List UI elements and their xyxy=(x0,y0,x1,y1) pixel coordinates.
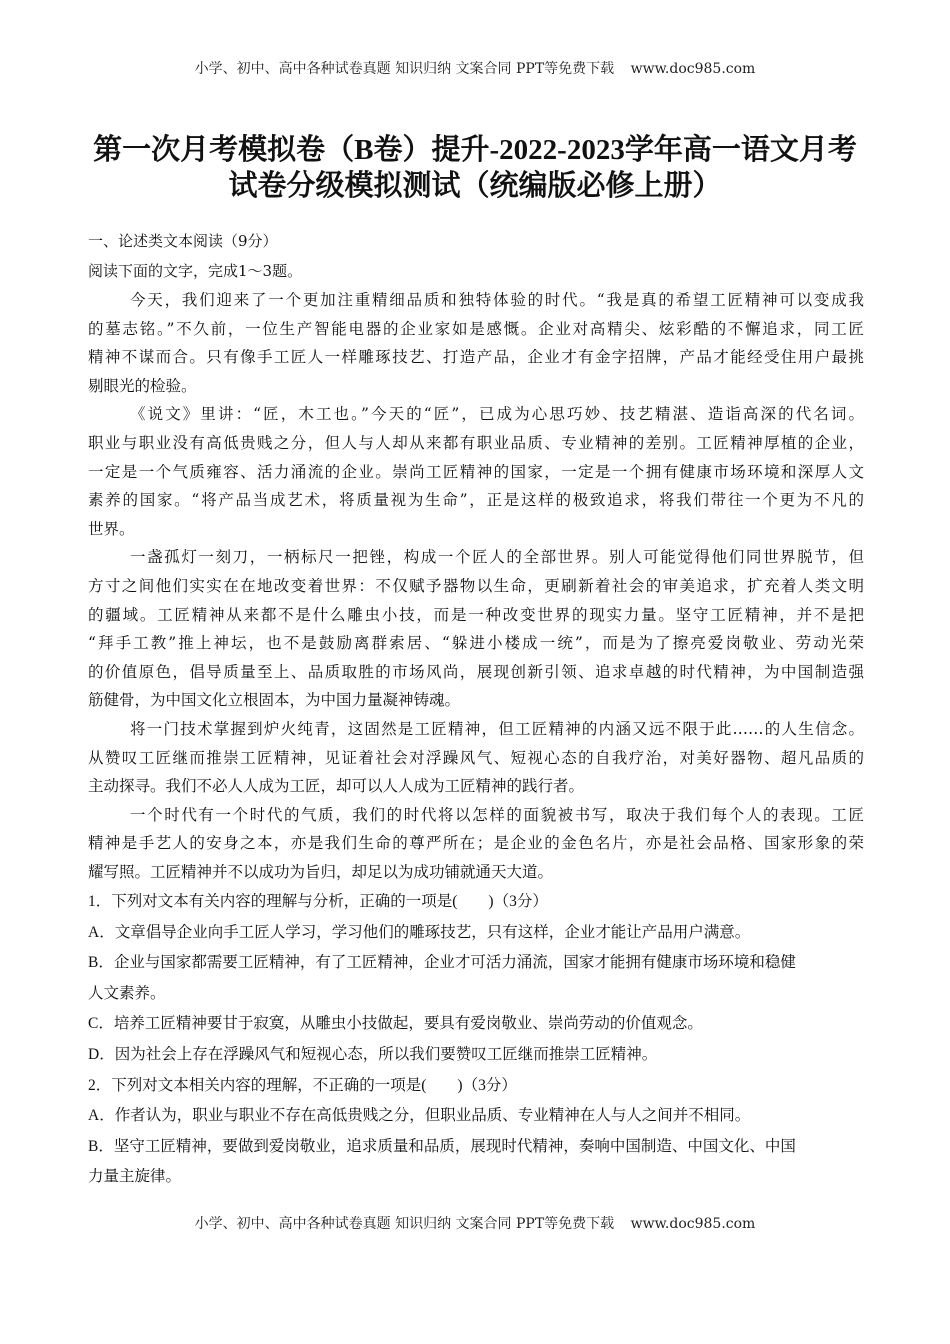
paragraph-line: “拜手工教”推上神坛，也不是鼓励离群索居、“躲进小楼成一统”，而是为了擦亮爱岗敬业、劳动光荣 xyxy=(88,634,864,653)
footer-text: 小学、初中、高中各种试卷真题 知识归纳 文案合同 PPT等免费下载 xyxy=(194,1216,615,1232)
paragraph-line: 的疆域。工匠精神从来都不是什么雕虫小技，而是一种改变世界的现实力量。坚守工匠精神，并不是把 xyxy=(88,605,864,624)
page-header xyxy=(0,58,950,78)
paragraph-line: 将一门技术掌握到炉火纯青，这固然是工匠精神，但工匠精神的内涵又远不限于此……的人生信念。 xyxy=(130,719,864,738)
answer-option: C．培养工匠精神要甘于寂寞，从雕虫小技做起，要具有爱岗敬业、崇尚劳动的价值观念。 xyxy=(88,1015,703,1033)
paragraph-line: 的价值原色，倡导质量至上、品质取胜的市场风尚，展现创新引领、追求卓越的时代精神，为中国制造强 xyxy=(88,662,864,681)
header-site-link[interactable]: www.doc985.com xyxy=(630,61,756,77)
section-heading: 一、论述类文本阅读（9分） xyxy=(88,232,278,250)
paragraph xyxy=(88,801,864,887)
paragraph-line: 剔眼光的检验。 xyxy=(88,376,197,395)
paragraph-line: 精神不谋而合。只有像手工匠人一样雕琢技艺、打造产品，企业才有金字招牌，产品才能经受住用户最挑 xyxy=(88,348,864,367)
question-stem: 1．下列对文本有关内容的理解与分析，正确的一项是( )（3分） xyxy=(88,893,548,910)
paragraph-line: 今天，我们迎来了一个更加注重精细品质和独特体验的时代。“我是真的希望工匠精神可以变成我 xyxy=(130,291,864,309)
title-line: 第一次月考模拟卷（B卷）提升-2022-2023学年高一语文月考 xyxy=(93,134,857,166)
paragraph-line: 一个时代有一个时代的气质，我们的时代将以怎样的面貌被书写，取决于我们每个人的表现。工匠 xyxy=(130,805,864,824)
paragraph-line: 主动探寻。我们不必人人成为工匠，却可以人人成为工匠精神的践行者。 xyxy=(88,777,585,796)
paragraph-line: 一盏孤灯一刻刀，一柄标尺一把锉，构成一个匠人的全部世界。别人可能觉得他们同世界脱节，但 xyxy=(130,548,864,567)
paragraph-line: 筋健骨，为中国文化立根固本，为中国力量凝神铸魂。 xyxy=(88,691,461,710)
answer-option: A．文章倡导企业向手工匠人学习，学习他们的雕琢技艺，只有这样，企业才能让产品用户满意。 xyxy=(88,923,751,941)
paragraph-line: 方寸之间他们实实在在地改变着世界：不仅赋予器物以生命，更刷新着社会的审美追求，扩充着人类文明 xyxy=(88,576,864,595)
paragraph xyxy=(88,286,864,400)
title-line: 试卷分级模拟测试（统编版必修上册） xyxy=(228,170,722,202)
answer-option: 力量主旋律。 xyxy=(88,1168,182,1186)
footer-site-link[interactable]: www.doc985.com xyxy=(630,1216,756,1232)
paragraph-line: 世界。 xyxy=(88,519,135,538)
header-text: 小学、初中、高中各种试卷真题 知识归纳 文案合同 PPT等免费下载 xyxy=(194,61,615,77)
page-footer xyxy=(0,1213,950,1233)
paragraph-line: 从赞叹工匠继而推崇工匠精神，见证着社会对浮躁风气、短视心态的自我疗治，对美好器物、超凡品质的 xyxy=(88,748,864,767)
instruction: 阅读下面的文字，完成1～3题。 xyxy=(88,262,303,280)
questions xyxy=(88,887,864,1193)
paragraph-line: 《说文》里讲：“匠，木工也。”今天的“匠”，已成为心思巧妙、技艺精湛、造诣高深的代名词。 xyxy=(130,405,864,424)
page-title xyxy=(60,132,890,204)
paragraph xyxy=(88,715,864,801)
answer-option: B．坚守工匠精神，要做到爱岗敬业，追求质量和品质，展现时代精神，奏响中国制造、中国文化、中国 xyxy=(88,1137,796,1155)
paragraph-line: 的墓志铭。”不久前，一位生产智能电器的企业家如是感慨。企业对高精尖、炫彩酷的不懈追求，同工匠 xyxy=(88,319,864,338)
answer-option: B．企业与国家都需要工匠精神，有了工匠精神，企业才可活力涌流，国家才能拥有健康市场环境和稳健 xyxy=(88,954,796,972)
question-stem: 2．下列对文本相关内容的理解，不正确的一项是( )（3分） xyxy=(88,1076,517,1094)
paragraph-line: 素养的国家。“将产品当成艺术，将质量视为生命”，正是这样的极致追求，将我们带往一个更为不凡的 xyxy=(88,491,864,510)
paragraph-line: 精神是手艺人的安身之本，亦是我们生命的尊严所在；是企业的金色名片，亦是社会品格、国家形象的荣 xyxy=(88,834,864,853)
paragraph-line: 职业与职业没有高低贵贱之分，但人与人却从来都有职业品质、专业精神的差别。工匠精神厚植的企业， xyxy=(88,433,864,452)
paragraph-line: 一定是一个气质雍容、活力涌流的企业。崇尚工匠精神的国家，一定是一个拥有健康市场环境和深厚人文 xyxy=(88,462,864,481)
answer-option: D．因为社会上存在浮躁风气和短视心态，所以我们要赞叹工匠继而推崇工匠精神。 xyxy=(88,1045,658,1063)
answer-option: 人文素养。 xyxy=(88,984,166,1002)
answer-option: A．作者认为，职业与职业不存在高低贵贱之分，但职业品质、专业精神在人与人之间并不相同。 xyxy=(88,1107,751,1125)
paragraph xyxy=(88,543,864,715)
reading-passage xyxy=(88,286,864,886)
paragraph xyxy=(88,400,864,543)
paragraph-line: 耀写照。工匠精神并不以成功为旨归，却足以为成功铺就通天大道。 xyxy=(88,862,554,881)
